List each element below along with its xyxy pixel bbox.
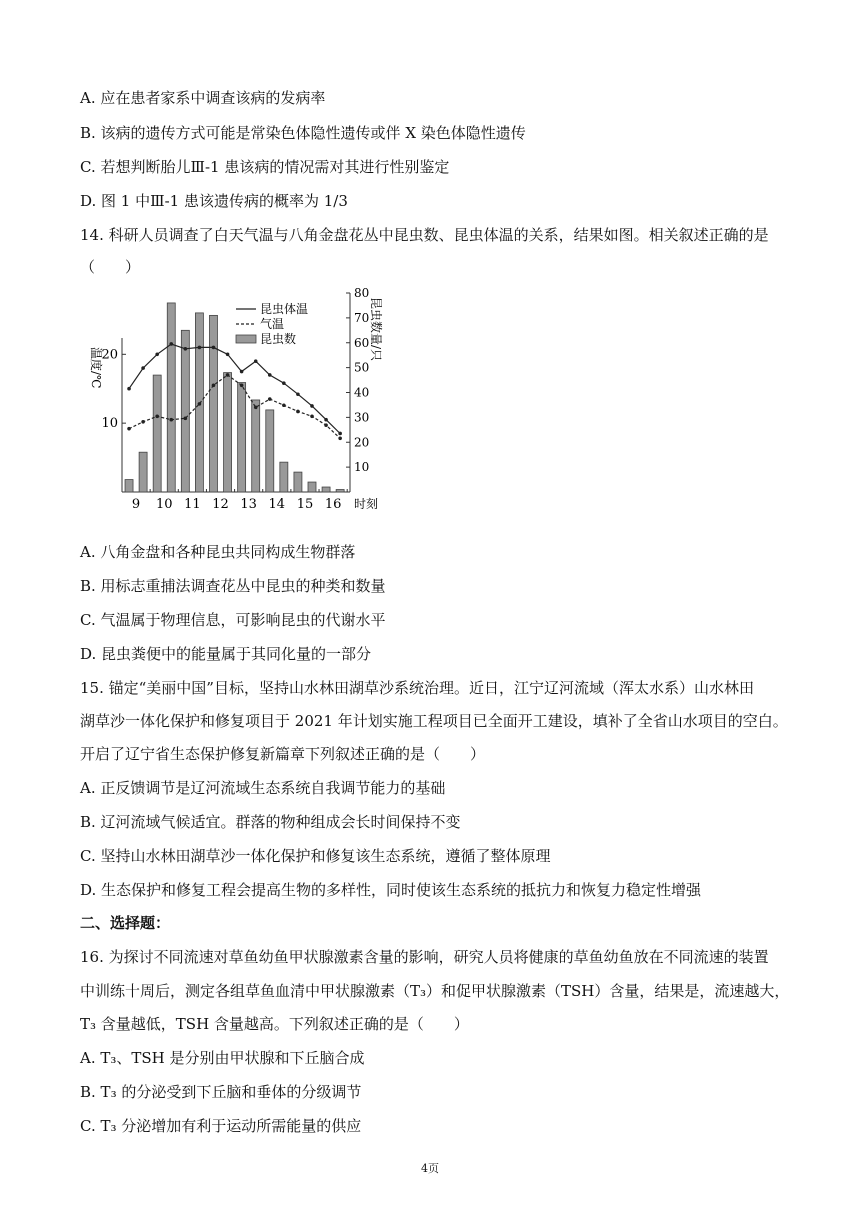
bar-insect-count <box>294 472 302 492</box>
y-right-tick-label: 80 <box>354 286 370 300</box>
point-air-temperature <box>296 410 300 414</box>
point-insect-body-temperature <box>268 373 272 377</box>
bar-insect-count <box>308 482 316 492</box>
x-tick-label: 10 <box>155 497 173 512</box>
bar-insect-count <box>181 330 189 492</box>
y-left-tick-label: 10 <box>101 416 118 432</box>
point-insect-body-temperature <box>240 370 244 374</box>
point-insect-body-temperature <box>212 346 216 350</box>
point-air-temperature <box>240 383 244 387</box>
point-insect-body-temperature <box>184 347 188 351</box>
point-air-temperature <box>127 427 131 431</box>
x-tick-label: 13 <box>240 497 257 512</box>
point-air-temperature <box>282 403 286 407</box>
x-tick-label: 12 <box>212 497 229 512</box>
bar-insect-count <box>224 373 232 492</box>
y-right-axis-label: 昆虫数量/只 <box>369 297 383 362</box>
bar-insect-count <box>280 462 288 492</box>
q16-stem-line-1: 16. 为探讨不同流速对草鱼幼鱼甲状腺激素含量的影响，研究人员将健康的草鱼幼鱼放在不同流速的装置 <box>80 948 769 966</box>
bar-insect-count <box>153 375 161 492</box>
point-insect-body-temperature <box>155 353 159 357</box>
bar-insect-count <box>209 315 217 492</box>
q16-stem-line-2: 中训练十周后，测定各组草鱼血清中甲状腺激素（T₃）和促甲状腺激素（TSH）含量，结果是，流速越大， <box>80 982 790 1000</box>
point-air-temperature <box>226 373 230 377</box>
point-air-temperature <box>268 397 272 401</box>
point-air-temperature <box>184 417 188 421</box>
y-left-axis-label: 温度/℃ <box>89 347 103 389</box>
point-air-temperature <box>310 414 314 418</box>
legend-label: 气温 <box>260 317 285 331</box>
point-air-temperature <box>169 418 173 422</box>
point-insect-body-temperature <box>198 346 202 350</box>
point-insect-body-temperature <box>338 432 342 436</box>
section-heading: 二、选择题： <box>80 914 171 932</box>
q14-option-a: A. 八角金盘和各种昆虫共同构成生物群落 <box>80 543 356 561</box>
y-right-tick-label: 30 <box>354 410 370 425</box>
q14-chart <box>80 283 420 515</box>
q15-option-a: A. 正反馈调节是辽河流域生态系统自我调节能力的基础 <box>80 779 446 797</box>
q13-option-a: A. 应在患者家系中调查该病的发病率 <box>80 89 326 107</box>
point-insect-body-temperature <box>254 359 258 363</box>
point-insect-body-temperature <box>324 418 328 422</box>
legend-swatch-insect-count <box>236 335 256 343</box>
q14-stem-line-1: 14. 科研人员调查了白天气温与八角金盘花丛中昆虫数、昆虫体温的关系，结果如图。相关叙述正确的是 <box>80 226 769 244</box>
bar-insect-count <box>252 400 260 492</box>
y-left-tick-label: 20 <box>101 347 118 363</box>
q16-option-a: A. T₃、TSH 是分别由甲状腺和下丘脑合成 <box>80 1049 365 1067</box>
point-insect-body-temperature <box>127 387 131 391</box>
q16-stem-line-3: T₃ 含量越低，TSH 含量越高。下列叙述正确的是（ ） <box>80 1015 469 1033</box>
point-air-temperature <box>212 383 216 387</box>
y-right-tick-label: 40 <box>354 385 370 400</box>
q15-stem-line-2: 湖草沙一体化保护和修复项目于 2021 年计划实施工程项目已全面开工建设，填补了全省山水项目的空白。 <box>80 712 788 730</box>
q15-stem-line-1: 15. 锚定“美丽中国”目标，坚持山水林田湖草沙系统治理。近日，江宁辽河流域（浑太水系）山水林田 <box>80 679 754 697</box>
bar-insect-count <box>167 303 175 492</box>
bar-insect-count <box>322 487 330 492</box>
point-air-temperature <box>324 423 328 427</box>
point-insect-body-temperature <box>282 381 286 385</box>
q16-option-b: B. T₃ 的分泌受到下丘脑和垂体的分级调节 <box>80 1083 362 1101</box>
q13-option-d: D. 图 1 中Ⅲ-1 患该遗传病的概率为 1/3 <box>80 192 348 210</box>
q13-option-b: B. 该病的遗传方式可能是常染色体隐性遗传或伴 X 染色体隐性遗传 <box>80 124 526 142</box>
point-air-temperature <box>198 402 202 406</box>
x-tick-label: 15 <box>296 497 314 512</box>
q15-stem-line-3: 开启了辽宁省生态保护修复新篇章下列叙述正确的是（ ） <box>80 745 486 763</box>
chart-ticks <box>89 286 384 512</box>
bar-insect-count <box>238 383 246 492</box>
x-tick-label: 16 <box>324 497 342 512</box>
q14-option-d: D. 昆虫粪便中的能量属于其同化量的一部分 <box>80 645 372 663</box>
y-right-tick-label: 50 <box>354 360 370 375</box>
x-tick-label: 9 <box>131 497 141 512</box>
q15-option-c: C. 坚持山水林田湖草沙一体化保护和修复该生态系统，遵循了整体原理 <box>80 847 551 865</box>
point-insect-body-temperature <box>169 342 173 346</box>
point-insect-body-temperature <box>141 366 145 370</box>
y-right-tick-label: 10 <box>354 460 370 475</box>
x-axis-label: 时刻 <box>354 497 379 511</box>
q15-option-d: D. 生态保护和修复工程会提高生物的多样性，同时使该生态系统的抵抗力和恢复力稳定性增强 <box>80 881 702 899</box>
page-number: 4页 <box>421 1162 439 1175</box>
point-air-temperature <box>338 437 342 441</box>
q13-option-c: C. 若想判断胎儿Ⅲ-1 患该病的情况需对其进行性别鉴定 <box>80 158 450 176</box>
point-air-temperature <box>141 420 145 424</box>
y-right-tick-label: 70 <box>354 310 370 325</box>
q16-option-c: C. T₃ 分泌增加有利于运动所需能量的供应 <box>80 1117 362 1135</box>
legend-label: 昆虫体温 <box>260 302 309 316</box>
bar-insect-count <box>266 410 274 492</box>
point-insect-body-temperature <box>310 404 314 408</box>
q15-option-b: B. 辽河流域气候适宜。群落的物种组成会长时间保持不变 <box>80 813 461 831</box>
q14-option-c: C. 气温属于物理信息，可影响昆虫的代谢水平 <box>80 611 386 629</box>
point-air-temperature <box>155 414 159 418</box>
bar-insect-count <box>336 490 344 492</box>
legend-label: 昆虫数 <box>260 332 297 346</box>
bar-insect-count <box>139 452 147 492</box>
chart-bars <box>125 303 344 492</box>
chart-legend <box>236 301 308 346</box>
point-insect-body-temperature <box>296 392 300 396</box>
y-right-tick-label: 20 <box>354 435 370 450</box>
x-tick-label: 11 <box>184 497 201 512</box>
y-right-tick-label: 60 <box>354 335 370 350</box>
q14-option-b: B. 用标志重捕法调查花丛中昆虫的种类和数量 <box>80 577 386 595</box>
x-tick-label: 14 <box>268 497 286 512</box>
bar-insect-count <box>125 480 133 492</box>
point-insect-body-temperature <box>226 353 230 357</box>
q14-stem-line-2: （ ） <box>80 258 141 276</box>
point-air-temperature <box>254 406 258 410</box>
